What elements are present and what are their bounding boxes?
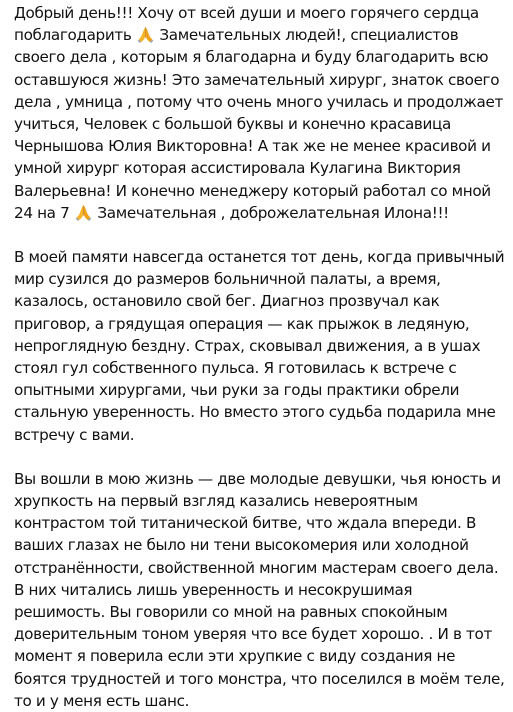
review-paragraph bbox=[14, 246, 505, 446]
folded-hands-icon bbox=[137, 25, 154, 43]
review-paragraph bbox=[14, 2, 505, 224]
paragraph-text: Замечательных людей!, специалистов своего дела , которым я благодарна и буду благодарить всю оставшуюся жизнь! Это замечательный хирург, знаток своего дела , умница , потому что очень много училась и продолжает учиться, Человек с большой буквы и конечно красавица Чернышова Юлия Викторовна! А так же не менее красивой и умной хирург которая ассистировала Кулагина Виктория Валерьевна! И конечно менеджеру который работал со мной 24 на 7 bbox=[14, 26, 503, 222]
paragraph-text: Замечательная , доброжелательная Илона!!! bbox=[92, 203, 449, 222]
paragraph-text: В моей памяти навсегда останется тот день, когда привычный мир сузился до размеров больничной палаты, а время, казалось, остановило свой бег. Диагноз прозвучал как приговор, а грядущая операция — как прыжок в ледяную, непроглядную бездну. Страх, сковывал движения, а в ушах стоял гул собственного пульса. Я готовилась к встрече с опытными хирургами, чьи руки за годы практики обрели стальную уверенность. Но вместо этого судьба подарила мне встречу с вами. bbox=[14, 248, 505, 444]
paragraph-text: Вы вошли в мою жизнь — две молодые девушки, чья юность и хрупкость на первый взгляд казались невероятным контрастом той титанической битве, что ждала впереди. В ваших глазах не было ни тени высокомерия или холодной отстранённости, свойственной многим мастерам своего дела. В них читались лишь уверенность и несокрушимая решимость. Вы говорили со мной на равных спокойным доверительным тоном уверяя что все будет хорошо. . И в тот момент я поверила если эти хрупкие с виду создания не боятся трудностей и того монстра, что поселился в моём теле, то и у меня есть шанс. bbox=[14, 469, 505, 710]
folded-hands-icon bbox=[75, 203, 92, 221]
review-paragraph bbox=[14, 468, 505, 712]
paragraph-text: Добрый день!!! Хочу от всей души и моего горячего сердца поблагодарить bbox=[14, 4, 479, 45]
